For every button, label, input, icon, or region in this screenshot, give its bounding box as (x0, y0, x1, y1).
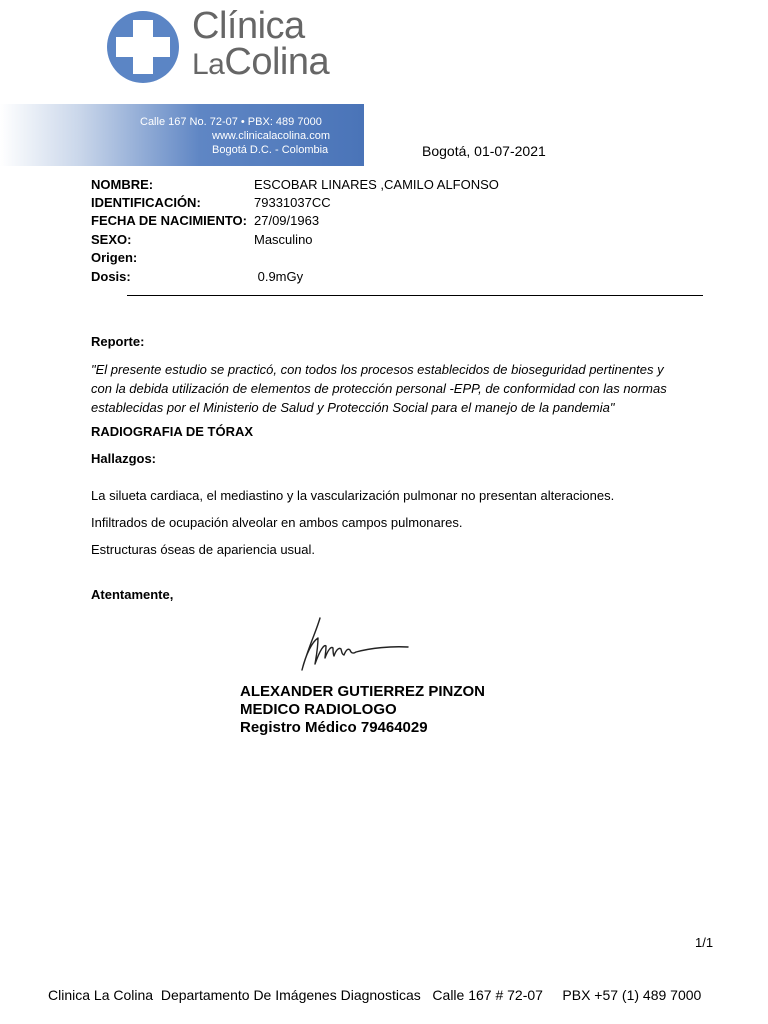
findings-heading: Hallazgos: (91, 451, 157, 466)
page-number: 1/1 (695, 935, 714, 950)
signature-image (296, 614, 412, 676)
signer-title: MEDICO RADIOLOGO (240, 701, 397, 718)
biosafety-statement: "El presente estudio se practicó, con todos los procesos establecidos de bioseguridad pertinentes y con la debida utilización de elementos de protección personal -EPP, de conformidad con las normas establecidas por el Ministerio de Salud y Protección Social para el manejo de la pandemia" (91, 362, 667, 415)
banner-city: Bogotá D.C. - Colombia (212, 144, 329, 156)
finding-3: Estructuras óseas de apariencia usual. (91, 542, 316, 557)
finding-1: La silueta cardiaca, el mediastino y la vascularización pulmonar no presentan alteraciones. (91, 488, 615, 503)
medical-cross-icon (106, 10, 180, 84)
report-date: Bogotá, 01-07-2021 (422, 143, 546, 159)
signer-name: ALEXANDER GUTIERREZ PINZON (240, 683, 486, 700)
divider (127, 295, 703, 296)
logo-wordmark: Clínica LaColina (192, 5, 330, 84)
report-heading: Reporte: (91, 334, 145, 349)
finding-2: Infiltrados de ocupación alveolar en ambos campos pulmonares. (91, 515, 463, 530)
banner-website: www.clinicalacolina.com (212, 130, 330, 142)
clinic-logo (106, 5, 376, 88)
banner-address: Calle 167 No. 72-07 • PBX: 489 7000 (140, 116, 322, 128)
signer-block (240, 683, 485, 737)
study-title: RADIOGRAFIA DE TÓRAX (91, 424, 254, 439)
contact-banner (0, 104, 364, 166)
closing: Atentamente, (91, 587, 174, 602)
footer: Clinica La Colina Departamento De Imágenes Diagnosticas Calle 167 # 72-07 PBX +57 (1) 489 7000 (48, 987, 702, 1003)
signer-registry: Registro Médico 79464029 (240, 719, 428, 736)
